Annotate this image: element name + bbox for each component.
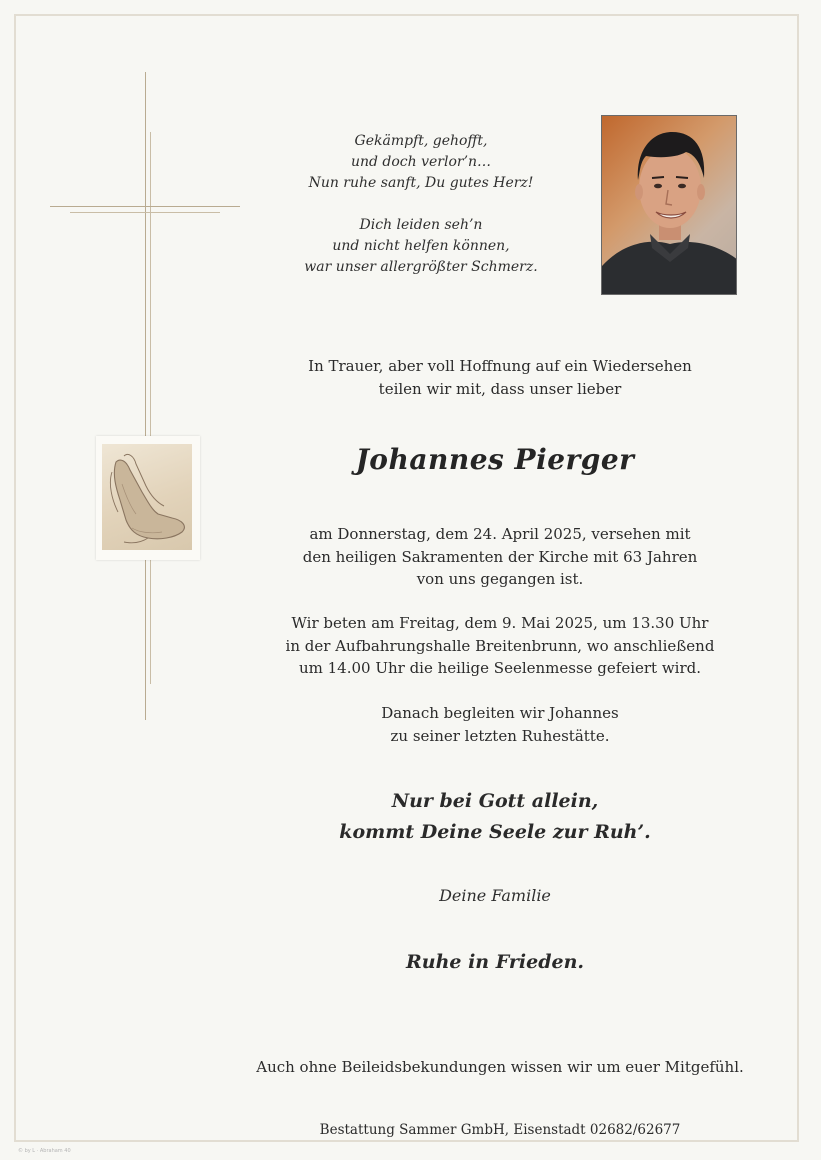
death-notice: am Donnerstag, dem 24. April 2025, versehen mit den heiligen Sakramenten der Kirche mit 63 Jahren von uns gegangen ist. [302,525,698,588]
intro-text: In Trauer, aber voll Hoffnung auf ein Wiedersehen teilen wir mit, dass unser lieber [308,357,692,398]
portrait-photo [601,115,737,295]
rest-in-peace: Ruhe in Frieden. [405,951,585,973]
service-details: Wir beten am Freitag, dem 9. Mai 2025, um 13.30 Uhr in der Aufbahrungshalle Breitenbrunn, wo anschließend um 14.00 Uhr die heilige Seelenmesse gefeiert wird. [285,614,715,677]
deceased-name: Johannes Pierger [355,443,635,476]
poem-stanza-1: Gekämpft, gehofft, und doch verlor’n… Nun ruhe sanft, Du gutes Herz! [308,133,534,191]
undertaker-info: Bestattung Sammer GmbH, Eisenstadt 02682/62677 [319,1122,681,1138]
praying-hands-image [96,436,200,560]
family-signature: Deine Familie [439,886,551,905]
sympathy-note: Auch ohne Beileidsbekundungen wissen wir um euer Mitgefühl. [256,1058,744,1076]
burial-note: Danach begleiten wir Johannes zu seiner letzten Ruhestätte. [381,704,619,745]
image-credit: © by L · Abraham 40 [18,1148,71,1154]
poem-stanza-2: Dich leiden seh’n und nicht helfen können, war unser allergrößter Schmerz. [304,217,538,275]
closing-quote: Nur bei Gott allein, kommt Deine Seele zur Ruh’. [339,790,651,843]
